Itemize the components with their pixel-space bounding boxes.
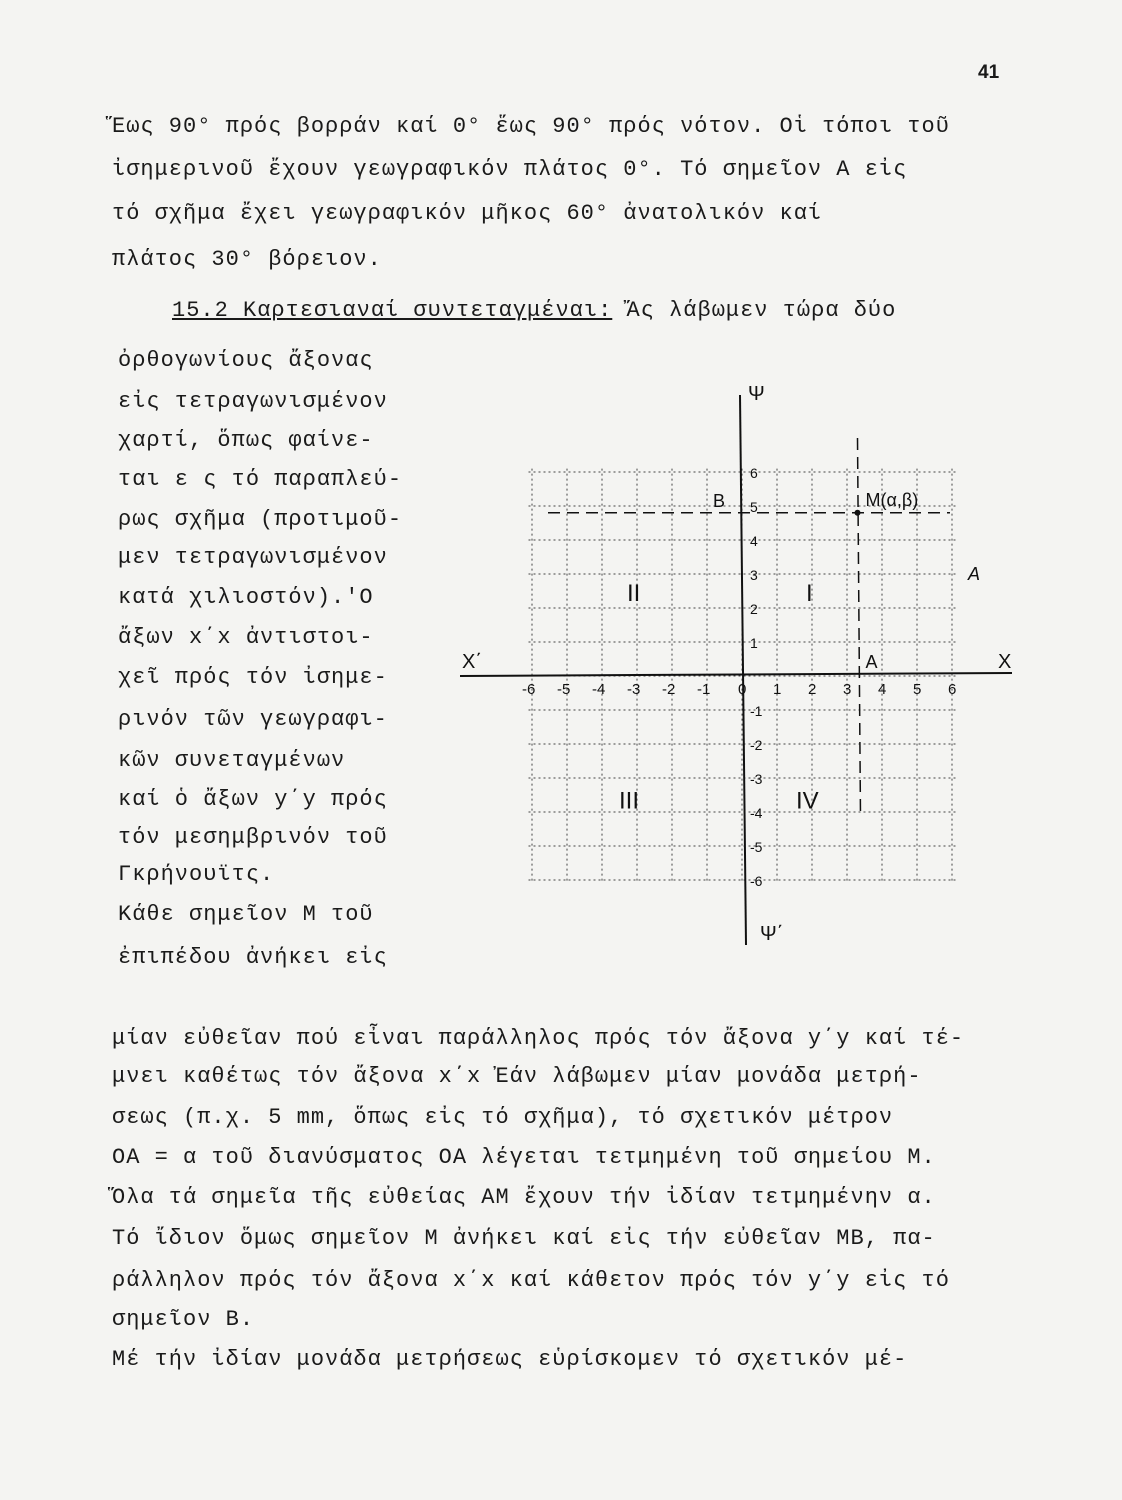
page-number: 41: [978, 62, 1000, 83]
heading-continuation: Ἄς λάβωμεν τώρα δύο: [612, 298, 897, 323]
paragraph-line: ράλληλον πρός τόν ἄξονα x΄x καί κάθετον πρός τόν y΄y εἰς τό: [112, 1268, 950, 1293]
y-tick-label: -4: [750, 805, 763, 821]
x-tick-label: 0: [738, 681, 747, 698]
quadrant-label-iii: III: [619, 787, 640, 815]
side-text-line: τόν μεσημβρινόν τοῦ: [118, 825, 388, 850]
paragraph-line: Ὅλα τά σημεῖα τῆς εὐθείας ΑΜ ἔχουν τήν ἰδίαν τετμημένην α.: [112, 1185, 936, 1210]
x-tick-label: 2: [808, 681, 817, 698]
y-axis: [740, 395, 746, 945]
side-text-line: Γκρήνουϊτς.: [118, 862, 275, 887]
side-text-line: κῶν συνεταγμένων: [118, 748, 346, 773]
point-m-label: M(α,β): [865, 489, 919, 510]
x-tick-label: -2: [662, 681, 676, 698]
side-text-line: κατά χιλιοστόν).'Ο: [118, 585, 374, 610]
x-tick-label: 4: [878, 681, 887, 698]
paragraph-line: Τό ἴδιον ὅμως σημεῖον Μ ἀνήκει καί εἰς τήν εὐθεῖαν ΜΒ, πα-: [112, 1226, 936, 1251]
x-tick-label: 6: [948, 681, 957, 698]
side-text-line: χεῖ πρός τόν ἰσημε-: [118, 665, 388, 690]
paragraph-line: σεως (π.χ. 5 mm, ὅπως εἰς τό σχῆμα), τό σχετικόν μέτρον: [112, 1105, 894, 1130]
dashed-line-am: [858, 438, 861, 818]
axis-label-psi-prime: Ψ΄: [760, 923, 784, 945]
y-tick-label: 5: [750, 499, 758, 515]
side-text-line: ται ε ς τό παραπλεύ-: [118, 467, 403, 492]
quadrant-label-i: I: [806, 580, 813, 607]
quadrant-label-iv: IV: [796, 787, 819, 815]
axis-label-x-prime: X΄: [462, 651, 482, 673]
paragraph-line: πλάτος 30° βόρειον.: [112, 247, 382, 272]
y-tick-label: 2: [750, 601, 758, 617]
side-text-line: ρινόν τῶν γεωγραφι-: [118, 707, 388, 732]
paragraph-line: μίαν εὐθεῖαν πού εἶναι παράλληλος πρός τόν ἄξονα y΄y καί τέ-: [112, 1026, 965, 1051]
side-text-line: ἄξων x΄x ἀντιστοι-: [118, 625, 374, 650]
y-tick-label: 1: [750, 635, 758, 651]
point-m: [855, 510, 861, 516]
side-text-line: μεν τετραγωνισμένον: [118, 545, 388, 570]
paragraph-line: ἰσημερινοῦ ἔχουν γεωγραφικόν πλάτος 0°. Τό σημεῖον Α εἰς: [112, 157, 908, 182]
side-text-line: καί ὁ ἄξων y΄y πρός: [118, 787, 388, 812]
x-tick-label: 5: [913, 681, 922, 698]
margin-note: A: [968, 564, 981, 584]
x-tick-label: 1: [773, 681, 782, 698]
paragraph-line: Μέ τήν ἰδίαν μονάδα μετρήσεως εὑρίσκομεν τό σχετικόν μέ-: [112, 1347, 908, 1372]
x-tick-label: -3: [627, 681, 641, 698]
paragraph-line: μνει καθέτως τόν ἄξονα x΄x Ἐάν λάβωμεν μίαν μονάδα μετρή-: [112, 1064, 922, 1089]
y-tick-label: -1: [750, 703, 763, 719]
side-text-line: ἐπιπέδου ἀνήκει εἰς: [118, 945, 388, 970]
side-text-line: εἰς τετραγωνισμένον: [118, 389, 388, 414]
y-tick-label: -5: [750, 839, 763, 855]
axis-label-psi: Ψ: [748, 383, 765, 405]
paragraph-line: Ἕως 90° πρός βορράν καί 0° ἕως 90° πρός νότον. Οἱ τόποι τοῦ: [112, 114, 950, 139]
x-tick-label: -4: [592, 681, 606, 698]
x-tick-label: -6: [522, 681, 536, 698]
point-b-label: B: [713, 490, 726, 511]
side-text-line: ρως σχῆμα (προτιμοῦ-: [118, 507, 403, 532]
axis-label-x: X: [998, 651, 1012, 673]
paragraph-line: ΟΑ = α τοῦ διανύσματος ΟΑ λέγεται τετμημένη τοῦ σημείου Μ.: [112, 1145, 936, 1170]
y-tick-label: -3: [750, 771, 763, 787]
side-text-line: χαρτί, ὅπως φαίνε-: [118, 428, 374, 453]
y-tick-label: -2: [750, 737, 763, 753]
side-text-line: Κάθε σημεῖον Μ τοῦ: [118, 902, 374, 927]
y-tick-label: 3: [750, 567, 758, 583]
x-tick-label: -5: [557, 681, 571, 698]
quadrant-label-ii: II: [627, 580, 641, 607]
y-tick-label: -6: [750, 873, 763, 889]
paragraph-line: τό σχῆμα ἔχει γεωγραφικόν μῆκος 60° ἀνατολικόν καί: [112, 201, 823, 226]
y-tick-label: 4: [750, 533, 758, 549]
x-tick-label: -1: [697, 681, 711, 698]
x-tick-label: 3: [843, 681, 852, 698]
y-tick-label: 6: [750, 465, 758, 481]
point-a-label: A: [865, 652, 878, 672]
section-heading: 15.2 Καρτεσιαναί συντεταγμέναι:: [172, 298, 613, 323]
paragraph-line: σημεῖον Β.: [112, 1307, 255, 1332]
side-text-line: ὀρθογωνίους ἄξονας: [118, 348, 374, 373]
